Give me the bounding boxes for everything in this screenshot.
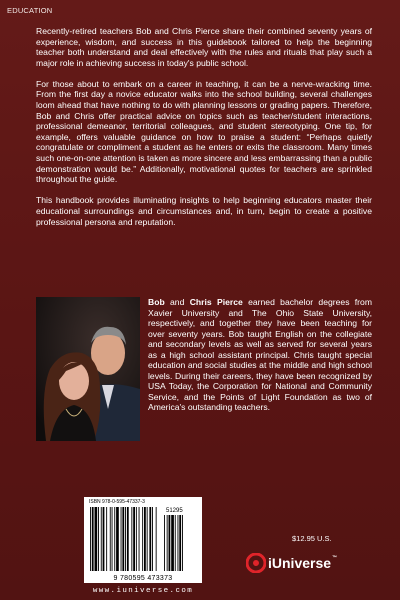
publisher-logo bbox=[246, 552, 337, 574]
barcode-bar bbox=[98, 507, 99, 571]
barcode-bar bbox=[125, 507, 126, 571]
back-cover-blurb bbox=[36, 26, 372, 238]
barcode-bar bbox=[101, 507, 102, 571]
bio-text: earned bachelor degrees from Xavier University and The Ohio State University, respectively, and together they have been teaching for over seventy years. Bob taught English on the collegiate and secondary levels as well as served for several years as a high school assistant principal. Chris taught special education and social studies at the middle and high school levels. During their careers, they have been recognized by USA Today, the Corporation for National and Community Service, and the Points of Light Foundation as two of America's outstanding teachers. bbox=[148, 297, 372, 412]
barcode-bar bbox=[114, 507, 115, 571]
barcode-bar bbox=[110, 507, 111, 571]
addon-bar bbox=[179, 515, 181, 571]
author-photo bbox=[36, 297, 140, 441]
barcode-bar bbox=[139, 507, 140, 571]
category-label: EDUCATION bbox=[7, 6, 53, 15]
trademark-mark: ™ bbox=[332, 555, 338, 561]
isbn-label: ISBN 978-0-595-47337-3 bbox=[89, 499, 145, 505]
barcode-bar bbox=[136, 507, 137, 571]
iuniverse-logo-icon bbox=[246, 553, 266, 573]
barcode-bar bbox=[95, 507, 98, 571]
blurb-paragraph-1: Recently-retired teachers Bob and Chris Pierce share their combined seventy years of experience, wisdom, and success in this guidebook tailored to help the beginning teacher both understand and deal effectively with the rules and rituals that play such a major role in achieving success in today's public school. bbox=[36, 26, 372, 68]
barcode-bar bbox=[149, 507, 151, 571]
bio-name-chris: Chris Pierce bbox=[189, 297, 243, 307]
price-label: $12.95 U.S. bbox=[292, 534, 332, 543]
barcode-bar bbox=[106, 507, 107, 571]
addon-bar bbox=[169, 515, 171, 571]
barcode-bar bbox=[152, 507, 153, 571]
addon-digits: 51295 bbox=[166, 508, 183, 514]
addon-bar bbox=[175, 515, 176, 571]
blurb-paragraph-3: This handbook provides illuminating insights to help beginning educators master their educational surroundings and circumstances and, in turn, begin to create a positive professional persona and reputation. bbox=[36, 195, 372, 227]
barcode-bar bbox=[131, 507, 132, 571]
addon-bar bbox=[167, 515, 168, 571]
bio-and: and bbox=[164, 297, 190, 307]
isbn-digits: 9 780595 473373 bbox=[113, 575, 173, 582]
barcode-bars bbox=[84, 497, 202, 583]
barcode-bar bbox=[144, 507, 146, 571]
barcode-bar bbox=[121, 507, 122, 571]
barcode-bar bbox=[156, 507, 157, 571]
barcode-bar bbox=[92, 507, 94, 571]
barcode-bar bbox=[133, 507, 135, 571]
barcode-bar bbox=[116, 507, 119, 571]
barcode-bar bbox=[142, 507, 143, 571]
addon-bar bbox=[164, 515, 165, 571]
author-bio bbox=[148, 297, 372, 413]
addon-bar bbox=[171, 515, 174, 571]
barcode-bar bbox=[147, 507, 148, 571]
blurb-paragraph-2: For those about to embark on a career in teaching, it can be a nerve-wracking time. From the first day a novice educator walks into the school building, several challenges loom ahead that have nothing to do with planning lessons or grading papers. Therefore, Bob and Chris offer practical advice on topics such as teacher/student interactions, professional demeanor, territorial colleagues, and student stereotyping. One tip, for example, offers valuable guidance on how to praise a student: “Perhaps quietly congratulate or compliment a student as he enters or exits the classroom. Many times such one-on-one attention is taken as more sincere and less embarrassing than a public demonstration would be.” Additionally, motivational quotes for teachers are sprinkled throughout the guide. bbox=[36, 78, 372, 185]
publisher-url: www.iuniverse.com bbox=[92, 587, 194, 595]
addon-bar bbox=[178, 515, 179, 571]
barcode-bar bbox=[103, 507, 105, 571]
publisher-name-text: iUniverse bbox=[268, 555, 332, 571]
publisher-name bbox=[268, 555, 337, 571]
barcode-bar bbox=[112, 507, 113, 571]
barcode-bar bbox=[122, 507, 124, 571]
addon-bar bbox=[182, 515, 183, 571]
barcode-bar bbox=[127, 507, 129, 571]
bio-name-bob: Bob bbox=[148, 297, 165, 307]
barcode-bar bbox=[90, 507, 91, 571]
isbn-barcode bbox=[84, 497, 202, 583]
